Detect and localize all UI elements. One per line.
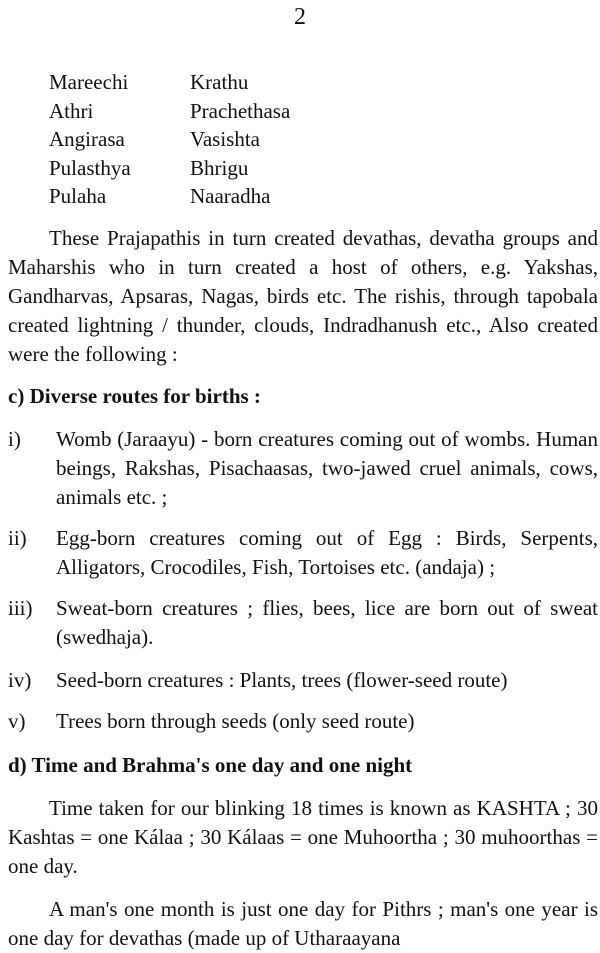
month-paragraph: A man's one month is just one day for Pithrs ; man's one year is one day for devathas (made up of Utharaayana: [8, 897, 598, 950]
name-cell: Pulasthya: [49, 155, 131, 180]
item-text: Egg-born creatures coming out of Egg : Birds, Serpents, Alligators, Crocodiles, Fish, Tortoises etc. (andaja) ;: [56, 526, 598, 579]
item-number: v): [8, 709, 26, 733]
item-number: i): [8, 427, 21, 451]
name-cell: Pulaha: [49, 184, 107, 208]
list-item: [8, 594, 598, 652]
name-cell: Athri: [49, 98, 94, 123]
name-cell: Krathu: [190, 70, 249, 94]
prajapathi-names-list: [49, 68, 290, 211]
item-number: iii): [8, 596, 33, 620]
name-cell: Naaradha: [190, 184, 271, 208]
name-row: [49, 125, 290, 154]
list-item: [8, 666, 598, 695]
name-cell: Mareechi: [49, 70, 129, 94]
list-item: [8, 707, 598, 736]
list-item: [8, 425, 598, 512]
name-cell: Vasishta: [190, 127, 260, 151]
item-text: Sweat-born creatures ; flies, bees, lice are born out of sweat (swedhaja).: [56, 596, 598, 649]
item-number: ii): [8, 526, 27, 550]
name-row: [49, 154, 290, 183]
name-cell: Prachethasa: [190, 98, 291, 123]
section-c-heading: c) Diverse routes for births :: [8, 384, 261, 408]
item-text: Trees born through seeds (only seed route): [56, 709, 415, 733]
item-text: Seed-born creatures : Plants, trees (flower-seed route): [56, 668, 508, 692]
name-cell: Bhrigu: [190, 155, 249, 180]
name-cell: Angirasa: [49, 127, 125, 151]
list-item: [8, 524, 598, 582]
intro-paragraph: These Prajapathis in turn created devathas, devatha groups and Maharshis who in turn created a host of others, e.g. Yakshas, Gandharvas, Apsaras, Nagas, birds etc. The rishis, through tapobala created lightning / thunder, clouds, Indradhanush etc., Also created were the following :: [8, 226, 598, 366]
item-number: iv): [8, 668, 32, 692]
name-row: [49, 68, 290, 97]
section-d-heading: d) Time and Brahma's one day and one night: [8, 753, 413, 777]
name-row: [49, 182, 290, 211]
time-paragraph: Time taken for our blinking 18 times is known as KASHTA ; 30 Kashtas = one Kálaa ; 30 Kálaas = one Muhoortha ; 30 muhoorthas = one day.: [8, 796, 598, 878]
page-number: 2: [294, 4, 306, 30]
name-row: [49, 97, 290, 126]
item-text: Womb (Jaraayu) - born creatures coming out of wombs. Human beings, Rakshas, Pisachaasas, two-jawed cruel animals, cows, animals etc. ;: [56, 427, 598, 509]
